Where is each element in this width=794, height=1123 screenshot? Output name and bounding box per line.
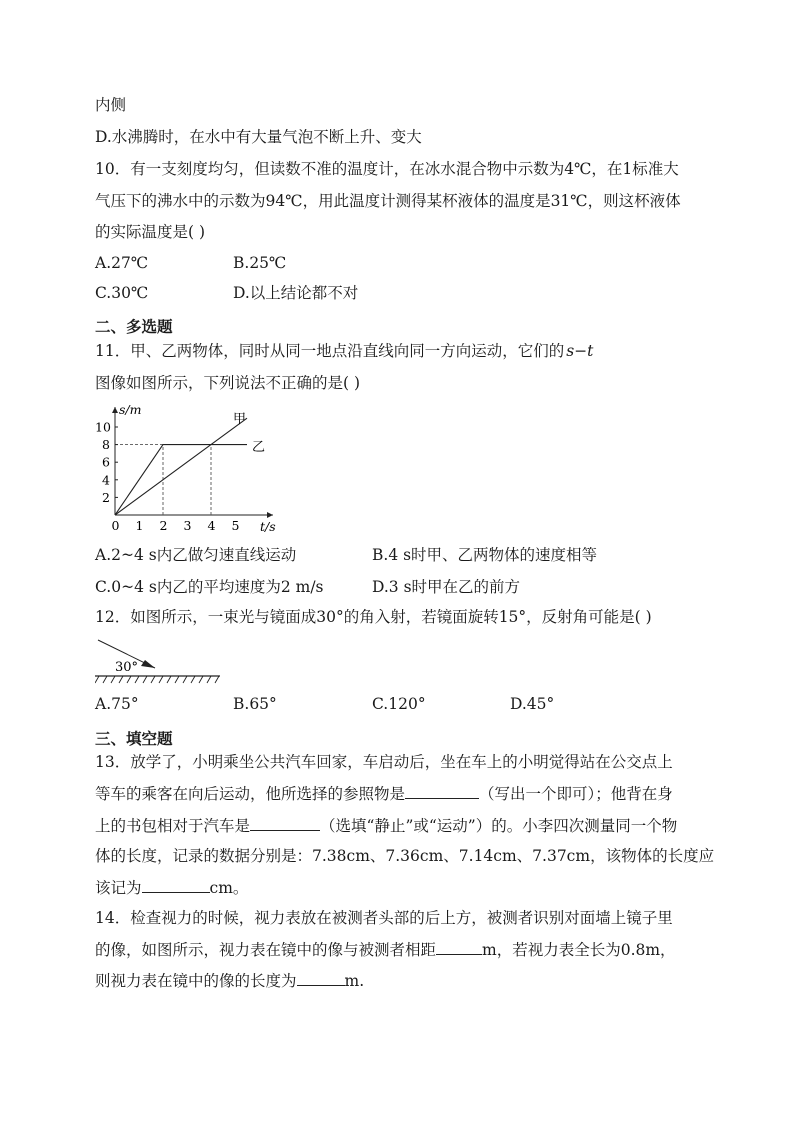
q14-text-a: 的像，如图所示，视力表在镜中的像与被测者相距: [95, 941, 437, 959]
q12-option-b: B.65°: [233, 695, 277, 713]
q14-text-d: m.: [344, 972, 365, 990]
q10-option-a: A.27℃: [95, 254, 149, 272]
x-tick-label-0: 0: [111, 518, 120, 533]
section-heading-multiple-choice: 二、多选题: [95, 317, 173, 336]
q11-st-symbol: s−t: [566, 342, 594, 360]
q10-option-c: C.30℃: [95, 284, 149, 302]
y-tick-label-2: 2: [102, 489, 110, 505]
q14-line-3: [95, 970, 364, 991]
st-graph: [95, 400, 285, 535]
q13-text-d: （选填“静止”或“运动”）的。小李四次测量同一个物: [320, 817, 678, 835]
q11-option-b: B.4 s时甲、乙两物体的速度相等: [372, 546, 598, 564]
q13-text-e: 该记为: [95, 879, 142, 897]
q10-stem-line-1: 10．有一支刻度均匀，但读数不准的温度计，在冰水混合物中示数为4℃，在1标准大: [95, 160, 679, 178]
q12-option-d: D.45°: [510, 695, 555, 713]
q12-stem: 12．如图所示，一束光与镜面成30°的角入射，若镜面旋转15°，反射角可能是( ): [95, 608, 652, 626]
x-tick-label-5: 5: [231, 518, 240, 533]
q13-blank-state[interactable]: [250, 815, 320, 831]
q11-option-d: D.3 s时甲在乙的前方: [372, 578, 521, 596]
mirror-figure: [95, 630, 235, 690]
q13-line-2: [95, 783, 673, 804]
q14-line-2: [95, 939, 676, 960]
section-heading-fill-blank: 三、填空题: [95, 729, 173, 748]
x-tick-label-4: 4: [207, 518, 216, 533]
series-label-jia: 甲: [233, 412, 247, 427]
q10-stem-line-3: 的实际温度是( ): [95, 223, 206, 241]
q14-text-c: 则视力表在镜中的像的长度为: [95, 972, 297, 990]
q14-text-b: m，若视力表全长为0.8m，: [482, 941, 676, 959]
q10-stem-line-2: 气压下的沸水中的示数为94℃，用此温度计测得某杯液体的温度是31℃，则这杯液体: [95, 192, 681, 210]
q11-option-a: A.2~4 s内乙做匀速直线运动: [95, 546, 297, 564]
q13-text-c: 上的书包相对于汽车是: [95, 817, 251, 835]
q14-line-1: 14．检查视力的时候，视力表放在被测者头部的后上方，被测者识别对面墙上镜子里: [95, 909, 673, 927]
q13-blank-reference[interactable]: [405, 783, 479, 799]
y-tick-label-4: 4: [102, 472, 110, 488]
series-line-甲: [115, 418, 247, 515]
series-label-yi: 乙: [252, 440, 266, 455]
q12-option-a: A.75°: [95, 695, 139, 713]
q12-option-c: C.120°: [372, 695, 426, 713]
q9-continuation: 内侧: [95, 96, 127, 114]
q13-text-a: 等车的乘客在向后运动，他所选择的参照物是: [95, 785, 406, 803]
q11-stem-text: 11．甲、乙两物体，同时从同一地点沿直线向同一方向运动，它们的: [95, 342, 565, 360]
q10-option-b: B.25℃: [233, 254, 287, 272]
q13-text-f: cm。: [209, 879, 249, 897]
q11-stem-line-1: [95, 341, 593, 361]
q13-text-b: （写出一个即可）；他背在身: [479, 785, 673, 803]
x-tick-label-1: 1: [135, 518, 144, 533]
x-tick-label-2: 2: [159, 518, 168, 533]
x-tick-label-3: 3: [183, 518, 192, 533]
q14-blank-image-length[interactable]: [297, 970, 345, 986]
mirror-hatching: [95, 676, 219, 683]
q13-line-4: 体的长度，记录的数据分别是：7.38cm、7.36cm、7.14cm、7.37cm，该物体的长度应: [95, 847, 715, 865]
q9-option-d: D.水沸腾时，在水中有大量气泡不断上升、变大: [95, 128, 422, 146]
y-tick-label-10: 10: [95, 419, 111, 435]
y-tick-label-6: 6: [102, 454, 110, 470]
q13-line-1: 13．放学了，小明乘坐公共汽车回家，车启动后，坐在车上的小明觉得站在公交点上: [95, 753, 673, 771]
q13-blank-length[interactable]: [142, 877, 210, 893]
angle-label: 30°: [115, 660, 139, 675]
x-axis-label: t/s: [260, 519, 276, 534]
ray-arrowhead: [141, 660, 155, 668]
q14-blank-distance[interactable]: [436, 939, 482, 955]
q13-line-5: [95, 877, 248, 898]
q10-option-d: D.以上结论都不对: [233, 284, 359, 302]
y-axis-label: s/m: [119, 402, 142, 417]
y-tick-label-8: 8: [102, 437, 110, 453]
q11-option-c: C.0~4 s内乙的平均速度为2 m/s: [95, 578, 324, 596]
series-line-乙: [115, 445, 247, 515]
q11-stem-line-2: 图像如图所示，下列说法不正确的是( ): [95, 374, 361, 392]
q13-line-3: [95, 815, 677, 836]
